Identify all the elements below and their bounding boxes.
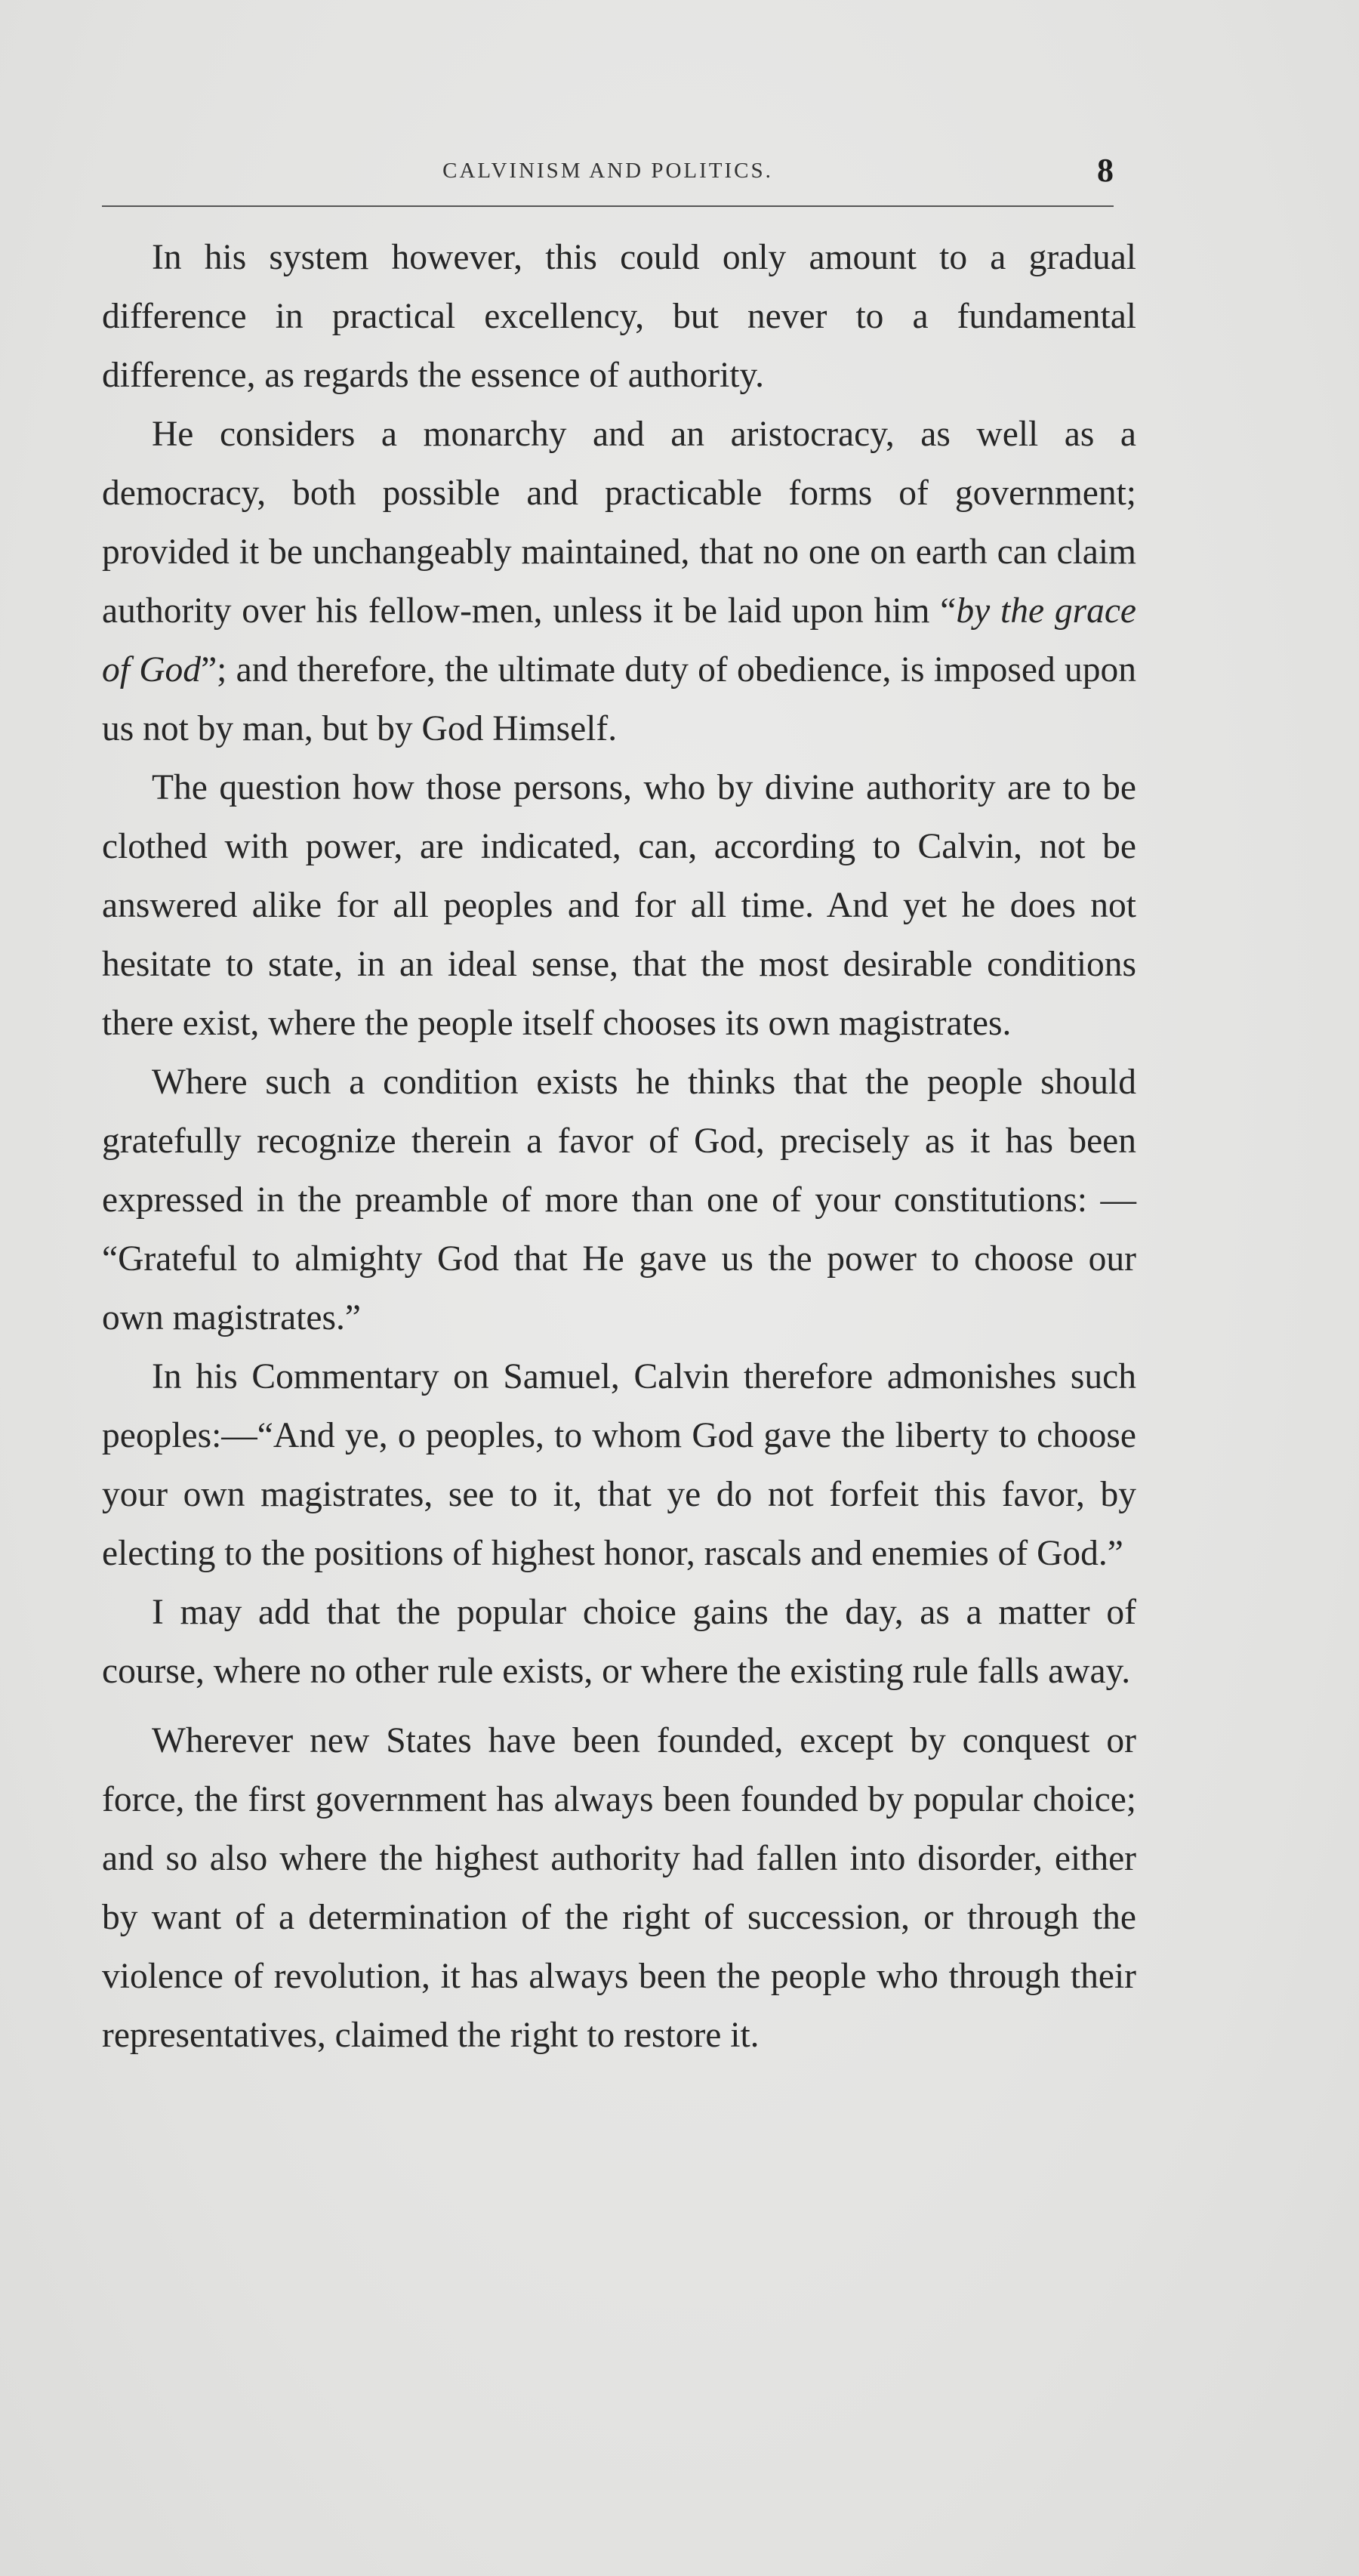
paragraph-6-text: I may add that the popular choice gains the day, as a matter of course, where no other rule exists, or where the existing rule falls away. [102,1593,1136,1691]
running-head [102,151,1114,196]
paragraph-7 [102,1711,1136,2065]
paragraph-4 [102,1053,1136,1347]
paragraph-2 [102,405,1136,758]
paragraph-2-text-start: He considers a monarchy and an aristocracy, as well as a democracy, both possible and practicable forms of government; provided it be unchangeably maintained, that no one on earth can claim authority over his fellow-men, unless it be laid upon him “ [102,415,1136,631]
paragraph-1-text: In his system however, this could only amount to a gradual difference in practical excellency, but never to a fundamental difference, as regards the essence of authority. [102,238,1136,395]
paragraph-7-text: Wherever new States have been founded, except by conquest or force, the first government has always been founded by popular choice; and so also where the highest authority had fallen into disorder, either by want of a determination of the right of succession, or through the violence of revolution, it has always been the people who through their representatives, claimed the right to restore it. [102,1721,1136,2055]
paragraph-5-text: In his Commentary on Samuel, Calvin therefore admonishes such peoples:—“And ye, o peoples, to whom God gave the liberty to choose your own magistrates, see to it, that ye do not forfeit this favor, by electing to the positions of highest honor, rascals and enemies of God.” [102,1357,1136,1573]
paragraph-1 [102,228,1136,405]
paragraph-3 [102,758,1136,1053]
paragraph-6 [102,1583,1136,1701]
paragraph-2-text-end: ”; and therefore, the ultimate duty of obedience, is imposed upon us not by man, but by God Himself. [102,650,1136,748]
paragraph-2-italic-phrase: by the grace of God [102,591,1136,690]
paragraph-5 [102,1347,1136,1583]
paragraph-4-text: Where such a condition exists he thinks that the people should gratefully recognize therein a favor of God, precisely as it has been expressed in the preamble of more than one of your constitutions: — “Grateful to almighty God that He gave us the power to choose our own magistrates.” [102,1063,1136,1337]
paragraph-3-text: The question how those persons, who by divine authority are to be clothed with power, are indicated, can, according to Calvin, not be answered alike for all peoples and for all time. And yet he does not hesitate to state, in an ideal sense, that the most desirable conditions there exist, where the people itself chooses its own magistrates. [102,768,1136,1043]
header-rule [102,205,1114,207]
running-title: CALVINISM AND POLITICS. [442,159,773,183]
body-text [102,228,1136,2065]
page-number: 8 [1097,152,1114,189]
